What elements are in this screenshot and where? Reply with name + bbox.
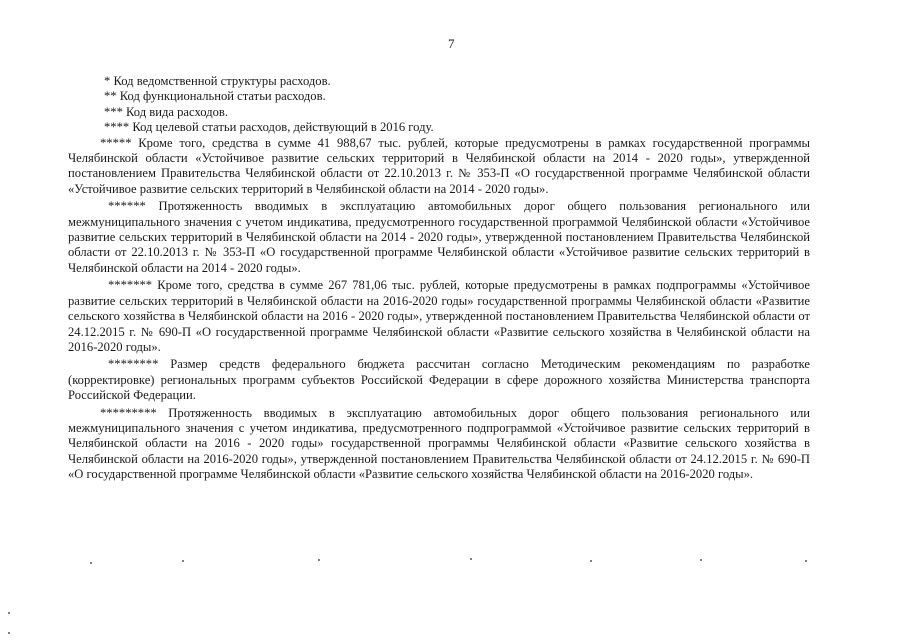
page-number: 7 xyxy=(448,36,455,51)
scan-speck xyxy=(805,560,807,562)
note-functional-code: ** Код функциональной статьи расходов. xyxy=(104,89,326,104)
scan-speck xyxy=(590,560,592,562)
footnotes-block xyxy=(68,74,810,483)
note-department-code: * Код ведомственной структуры расходов. xyxy=(104,74,331,88)
scan-speck xyxy=(8,632,10,634)
footnote-6-stars: ****** Протяженность вводимых в эксплуатацию автомобильных дорог общего пользования регионального или межмуниципального значения с учетом индикатива, предусмотренного государственной программой Челябинской области «Устойчивое развитие сельских территорий в Челябинской области на 2014 - 2020 годы», утвержденной постановлением Правительства Челябинской области от 22.10.2013 г. № 353-П «О государственной программе Челябинской области «Устойчивое развитие сельских территорий в Челябинской области на 2014 - 2020 годы». xyxy=(68,199,810,275)
footnote-7-stars: ******* Кроме того, средства в сумме 267 781,06 тыс. рублей, которые предусмотрены в рамках подпрограммы «Устойчивое развитие сельских территорий в Челябинской области на 2016-2020 годы» государственной программы Челябинской области «Развитие сельского хозяйства в Челябинской области на 2016 - 2020 годы», утвержденной постановлением Правительства Челябинской области от 24.12.2015 г. № 690-П «О государственной программе Челябинской области «Развитие сельского хозяйства в Челябинской области на 2016-2020 годы». xyxy=(68,278,810,354)
scan-speck xyxy=(700,559,702,561)
scan-speck xyxy=(318,559,320,561)
note-expense-type-code: *** Код вида расходов. xyxy=(104,104,228,119)
scan-speck xyxy=(470,558,472,560)
scan-speck xyxy=(90,562,92,564)
footnote-8-stars: ******** Размер средств федерального бюджета рассчитан согласно Методическим рекомендациям по разработке (корректировке) региональных программ субъектов Российской Федерации в сфере дорожного хозяйства Министерства транспорта Российской Федерации. xyxy=(68,357,810,403)
note-target-article-code: **** Код целевой статьи расходов, действующий в 2016 году. xyxy=(104,120,434,135)
footnote-9-stars: ********* Протяженность вводимых в эксплуатацию автомобильных дорог общего пользования регионального или межмуниципального значения с учетом индикатива, предусмотренного подпрограммой «Устойчивое развитие сельских территорий в Челябинской области на 2016 - 2020 годы» государственной программы Челябинской области «Развитие сельского хозяйства в Челябинской области на 2016-2020 годы», утвержденной постановлением Правительства Челябинской области от 24.12.2015 г. № 690-П «О государственной программе Челябинской области «Развитие сельского хозяйства Челябинской области на 2016-2020 годы». xyxy=(68,405,810,482)
scan-speck xyxy=(8,612,10,614)
footnote-5-stars: ***** Кроме того, средства в сумме 41 988,67 тыс. рублей, которые предусмотрены в рамках государственной программы Челябинской области «Устойчивое развитие сельских территорий в Челябинской области на 2014 - 2020 годы», утвержденной постановлением Правительства Челябинской области от 22.10.2013 г. № 353-П «О государственной программе Челябинской области «Устойчивое развитие сельских территорий в Челябинской области на 2014 - 2020 годы». xyxy=(68,135,810,196)
scan-speck xyxy=(182,560,184,562)
